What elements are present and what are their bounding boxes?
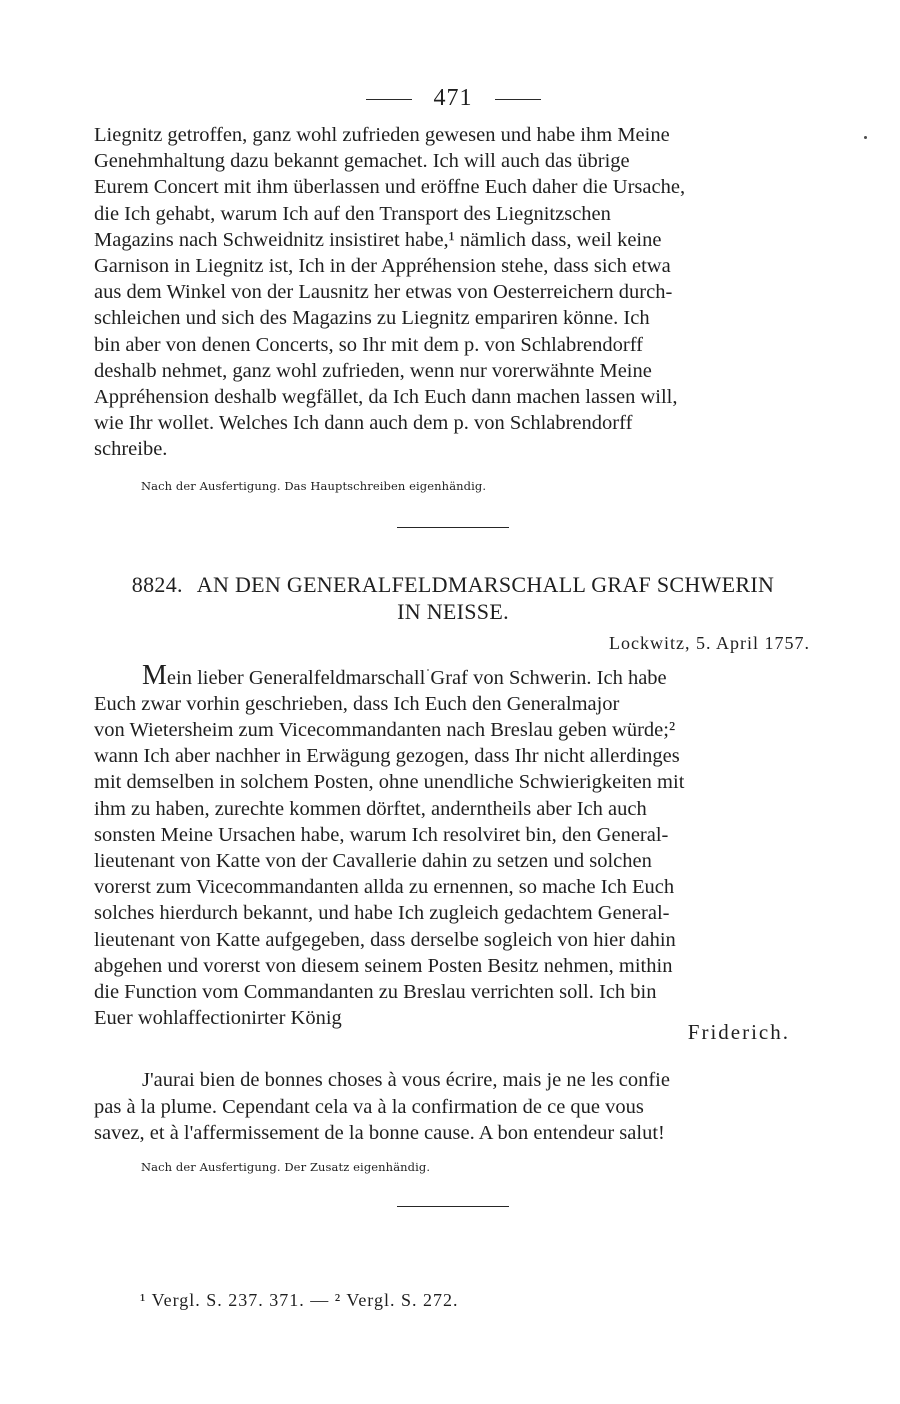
text-line [94, 659, 812, 691]
text-line: wie Ihr wollet. Welches Ich dann auch dem p. von Schlabrendorff [94, 412, 633, 435]
text-line: solches hierdurch bekannt, und habe Ich zugleich gedachtem General- [94, 902, 670, 925]
postscript [94, 1067, 812, 1146]
text-line: wann Ich aber nachher in Erwägung gezogen, dass Ihr nicht allerdinges [94, 745, 680, 768]
text-line: Euch zwar vorhin geschrieben, dass Ich Euch den Generalmajor [94, 692, 620, 715]
header-dash-right [495, 99, 541, 100]
text-line: schreibe. [94, 438, 168, 461]
text-line: aus dem Winkel von der Lausnitz her etwas von Oesterreichern durch- [94, 281, 673, 304]
text-line: pas à la plume. Cependant cela va à la confirmation de ce que vous [94, 1095, 644, 1118]
text-line: die Ich gehabt, warum Ich auf den Transport des Liegnitzschen [94, 202, 611, 225]
document-title-block [94, 572, 812, 625]
text-line: Eurem Concert mit ihm überlassen und eröffne Euch daher die Ursache, [94, 176, 686, 199]
text-line: lieutenant von Katte aufgegeben, dass derselbe sogleich von hier dahin [94, 928, 676, 951]
margin-mark [864, 136, 867, 139]
text-line: lieutenant von Katte von der Cavallerie dahin zu setzen und solchen [94, 850, 652, 873]
text-line: bin aber von denen Concerts, so Ihr mit dem p. von Schlabrendorff [94, 333, 644, 356]
text-line: deshalb nehmet, ganz wohl zufrieden, wenn nur vorerwähnte Meine [94, 359, 652, 382]
text-line: ihm zu haben, zurechte kommen dörftet, anderntheils aber Ich auch [94, 797, 647, 820]
document-heading-text: AN DEN GENERALFELDMARSCHALL GRAF SCHWERIN [196, 571, 775, 597]
text-line: schleichen und sich des Magazins zu Liegnitz empariren könne. Ich [94, 307, 650, 330]
section-divider [397, 527, 509, 528]
source-note: Nach der Ausfertigung. Das Hauptschreiben eigenhändig. [141, 478, 487, 493]
text-line: abgehen und vorerst von diesem seinem Posten Besitz nehmen, mithin [94, 954, 673, 977]
page-header [94, 84, 812, 112]
letter-body [94, 659, 812, 1032]
source-note: Nach der Ausfertigung. Der Zusatz eigenhändig. [141, 1160, 431, 1175]
dateline: Lockwitz, 5. April 1757. [609, 632, 810, 653]
text-line: sonsten Meine Ursachen habe, warum Ich resolviret bin, den General- [94, 823, 669, 846]
page-number: 471 [433, 85, 473, 111]
text-line: Garnison in Liegnitz ist, Ich in der Appréhension stehe, dass sich etwa [94, 255, 671, 278]
signature: Friderich. [687, 1020, 790, 1045]
document-subheading: IN NEISSE. [397, 598, 509, 624]
text-line: die Function vom Commandanten zu Breslau verrichten soll. Ich bin [94, 981, 657, 1004]
text-line: J'aurai bien de bonnes choses à vous écrire, mais je ne les confie [142, 1069, 670, 1092]
footnotes: ¹ Vergl. S. 237. 371. — ² Vergl. S. 272. [140, 1290, 459, 1310]
text-line: Euer wohlaffectionirter König [94, 1007, 342, 1030]
text-line: savez, et à l'affermissement de la bonne cause. A bon entendeur salut! [94, 1121, 665, 1144]
header-dash-left [366, 99, 412, 100]
document-number: 8824. [131, 571, 183, 597]
text-line: Appréhension deshalb wegfället, da Ich Euch dann machen lassen will, [94, 386, 678, 409]
text-line: Magazins nach Schweidnitz insistiret habe,¹ nämlich dass, weil keine [94, 228, 662, 251]
initial-letter: M [142, 659, 167, 691]
text-line: Genehmhaltung dazu bekannt gemachet. Ich will auch das übrige [94, 150, 630, 173]
continuation-text [94, 122, 812, 463]
document-heading [94, 572, 812, 598]
text-line: von Wietersheim zum Vicecommandanten nach Breslau geben würde;² [94, 719, 676, 742]
text-line: Liegnitz getroffen, ganz wohl zufrieden gewesen und habe ihm Meine [94, 124, 670, 146]
section-divider [397, 1206, 509, 1207]
text-line: mit demselben in solchem Posten, ohne unendliche Schwierigkeiten mit [94, 771, 685, 794]
document-page [94, 84, 812, 1344]
first-line-text: ein lieber Generalfeldmarschall Graf von Schwerin. Ich habe [166, 666, 667, 689]
text-line: vorerst zum Vicecommandanten allda zu ernennen, so mache Ich Euch [94, 876, 675, 899]
